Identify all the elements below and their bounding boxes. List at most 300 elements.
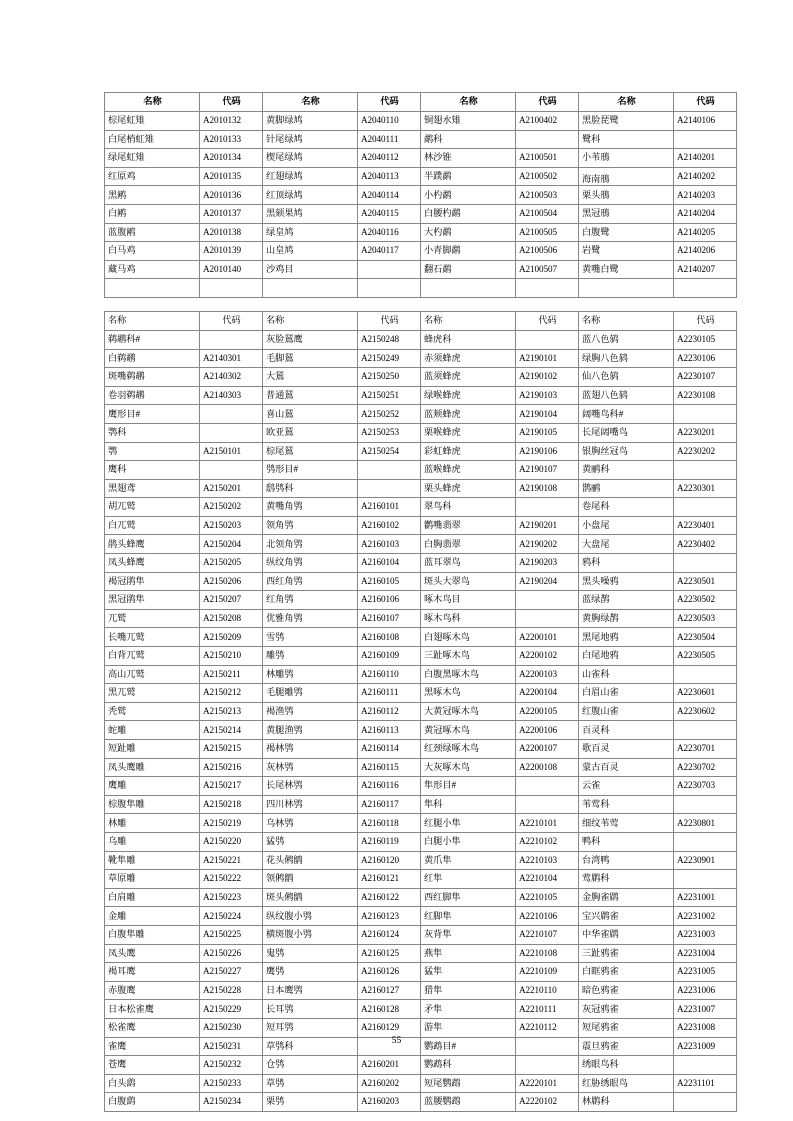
table-header-row	[105, 311, 737, 330]
table-row	[105, 386, 737, 405]
species-name: 黑鹇	[105, 186, 200, 205]
table-row	[105, 498, 737, 517]
species-code	[674, 405, 737, 424]
table-row	[105, 167, 737, 186]
species-name: 楔尾绿鸠	[263, 149, 358, 168]
species-name: 棕尾鵟	[263, 442, 358, 461]
species-code: A2100502	[516, 167, 579, 186]
species-code: A2150222	[200, 870, 263, 889]
species-code: A2140106	[674, 112, 737, 131]
species-code: A2210105	[516, 888, 579, 907]
species-name: 西红角鸮	[263, 572, 358, 591]
species-code: A2190105	[516, 423, 579, 442]
species-name: 鹊鹂	[579, 479, 674, 498]
species-name: 沙鸡目	[263, 260, 358, 279]
species-name: 褐林鸮	[263, 740, 358, 759]
species-name: 绿尾虹雉	[105, 149, 200, 168]
table-row	[105, 628, 737, 647]
species-name: 鸱鸮科	[263, 479, 358, 498]
species-code: A2150216	[200, 758, 263, 777]
species-code: A2190101	[516, 349, 579, 368]
species-name: 蛇雕	[105, 721, 200, 740]
species-name: 鬼鸮	[263, 944, 358, 963]
column-header-name-4: 名称	[579, 311, 674, 330]
species-name: 隼科	[421, 795, 516, 814]
species-name: 蜂虎科	[421, 330, 516, 349]
species-code: A2150228	[200, 981, 263, 1000]
species-name: 短趾雕	[105, 740, 200, 759]
species-name: 啄木鸟目	[421, 591, 516, 610]
species-code-table-lower	[104, 311, 737, 1112]
species-code: A2150233	[200, 1074, 263, 1093]
species-code	[358, 260, 421, 279]
species-code: A2200105	[516, 702, 579, 721]
species-code: A2140202	[674, 167, 737, 186]
species-name: 喜山鵟	[263, 405, 358, 424]
species-code: A2150211	[200, 665, 263, 684]
species-name: 栗头鳽	[579, 186, 674, 205]
species-name: 白尾地鸦	[579, 647, 674, 666]
species-code: A2230107	[674, 368, 737, 387]
column-header-name-4: 名称	[579, 93, 674, 112]
species-code: A2160125	[358, 944, 421, 963]
species-name: 鸦科	[579, 554, 674, 573]
species-name: 绿皇鸠	[263, 223, 358, 242]
species-name: 绿胸八色鸫	[579, 349, 674, 368]
species-name: 鹰雕	[105, 777, 200, 796]
species-code: A2160123	[358, 907, 421, 926]
species-code: A2190108	[516, 479, 579, 498]
table-row	[105, 944, 737, 963]
species-name: 林鹛科	[579, 1093, 674, 1112]
species-code: A2160108	[358, 628, 421, 647]
species-name: 鹰科	[105, 461, 200, 480]
species-name: 绿喉蜂虎	[421, 386, 516, 405]
table-body-upper	[105, 112, 737, 298]
species-code: A2150229	[200, 1000, 263, 1019]
species-name: 大盘尾	[579, 535, 674, 554]
species-code	[674, 721, 737, 740]
column-header-code-4: 代码	[674, 311, 737, 330]
species-name: 普通鵟	[263, 386, 358, 405]
species-code: A2231101	[674, 1074, 737, 1093]
species-name: 白头鹞	[105, 1074, 200, 1093]
column-header-name-2: 名称	[263, 311, 358, 330]
species-code: A2150224	[200, 907, 263, 926]
table-row	[105, 888, 737, 907]
species-name: 黑冠鹃隼	[105, 591, 200, 610]
table-body-lower	[105, 330, 737, 1111]
table-row	[105, 870, 737, 889]
species-code: A2040112	[358, 149, 421, 168]
species-code: A2231006	[674, 981, 737, 1000]
species-code: A2160202	[358, 1074, 421, 1093]
species-name: 海南鳽	[579, 167, 674, 186]
species-code: A2200101	[516, 628, 579, 647]
species-code: A2230301	[674, 479, 737, 498]
species-name: 灰脸鵟鹰	[263, 330, 358, 349]
table-row	[105, 186, 737, 205]
species-code: A2040113	[358, 167, 421, 186]
species-name: 山皇鸠	[263, 242, 358, 261]
species-code: A2010135	[200, 167, 263, 186]
species-code: A2230502	[674, 591, 737, 610]
species-code: A2230201	[674, 423, 737, 442]
species-name: 小杓鹬	[421, 186, 516, 205]
species-code: A2010134	[200, 149, 263, 168]
species-code: A2210108	[516, 944, 579, 963]
species-name: 鹭科	[579, 130, 674, 149]
species-code	[674, 1093, 737, 1112]
species-code: A2160124	[358, 925, 421, 944]
species-name: 栗头蜂虎	[421, 479, 516, 498]
species-name: 中华雀鹛	[579, 925, 674, 944]
species-name: 白腹鹞	[105, 1093, 200, 1112]
species-name: 栗喉蜂虎	[421, 423, 516, 442]
species-code	[516, 795, 579, 814]
species-name: 大灰啄木鸟	[421, 758, 516, 777]
species-code: A2010138	[200, 223, 263, 242]
table-row	[105, 721, 737, 740]
species-name: 鹈鹕科#	[105, 330, 200, 349]
species-name: 金雕	[105, 907, 200, 926]
table-row	[105, 981, 737, 1000]
species-name: 栗鸮	[263, 1093, 358, 1112]
species-name: 斑嘴鹈鹕	[105, 368, 200, 387]
species-code: A2150101	[200, 442, 263, 461]
species-code: A2160201	[358, 1056, 421, 1075]
species-name: 三趾鸦雀	[579, 944, 674, 963]
species-code: A2230108	[674, 386, 737, 405]
species-name: 短尾鹦鹉	[421, 1074, 516, 1093]
species-code: A2210111	[516, 1000, 579, 1019]
species-name: 灰冠鸦雀	[579, 1000, 674, 1019]
species-code: A2190203	[516, 554, 579, 573]
species-code: A2150204	[200, 535, 263, 554]
species-code: A2200104	[516, 684, 579, 703]
species-code: A2010136	[200, 186, 263, 205]
spacer-cell	[200, 279, 263, 298]
species-code: A2140303	[200, 386, 263, 405]
species-name: 黄鹂科	[579, 461, 674, 480]
table-row	[105, 223, 737, 242]
species-code: A2150248	[358, 330, 421, 349]
species-name: 白尾梢虹雉	[105, 130, 200, 149]
species-name: 红顶绿鸠	[263, 186, 358, 205]
species-name: 褐冠鹃隼	[105, 572, 200, 591]
page-number: 55	[391, 1036, 402, 1046]
species-code: A2150209	[200, 628, 263, 647]
species-name: 鹬科	[421, 130, 516, 149]
species-code: A2160203	[358, 1093, 421, 1112]
table-row	[105, 242, 737, 261]
species-code: A2100507	[516, 260, 579, 279]
species-code: A2140301	[200, 349, 263, 368]
species-name: 鹃头蜂鹰	[105, 535, 200, 554]
species-name: 林沙锥	[421, 149, 516, 168]
species-name: 仓鸮	[263, 1056, 358, 1075]
table-gap	[104, 298, 690, 311]
species-name: 阔嘴鸟科#	[579, 405, 674, 424]
species-code: A2010139	[200, 242, 263, 261]
species-name: 红颈绿啄木鸟	[421, 740, 516, 759]
species-code: A2150210	[200, 647, 263, 666]
species-name: 百灵科	[579, 721, 674, 740]
table-row	[105, 204, 737, 223]
species-code: A2150254	[358, 442, 421, 461]
column-header-name-1: 名称	[105, 93, 200, 112]
species-name: 白背兀鹫	[105, 647, 200, 666]
species-name: 白肩雕	[105, 888, 200, 907]
species-name: 小青脚鹬	[421, 242, 516, 261]
table-row	[105, 647, 737, 666]
species-name: 兀鹫	[105, 609, 200, 628]
table-row	[105, 591, 737, 610]
species-name: 雪鸮	[263, 628, 358, 647]
species-name: 蓝翅八色鸫	[579, 386, 674, 405]
species-name: 优雅角鸮	[263, 609, 358, 628]
species-code: A2010133	[200, 130, 263, 149]
species-code	[674, 130, 737, 149]
species-name: 黄嘴角鸮	[263, 498, 358, 517]
species-code: A2040110	[358, 112, 421, 131]
species-name: 赤腹鹰	[105, 981, 200, 1000]
species-name: 白兀鹫	[105, 516, 200, 535]
species-code: A2150220	[200, 832, 263, 851]
species-name: 台湾鸭	[579, 851, 674, 870]
species-name: 绣眼鸟科	[579, 1056, 674, 1075]
species-code: A2190103	[516, 386, 579, 405]
species-code: A2200108	[516, 758, 579, 777]
species-name: 黄腿渔鸮	[263, 721, 358, 740]
table-row	[105, 832, 737, 851]
species-name: 鹦鹉科	[421, 1056, 516, 1075]
table-row	[105, 740, 737, 759]
species-code: A2160115	[358, 758, 421, 777]
species-name: 靴隼雕	[105, 851, 200, 870]
species-code: A2150213	[200, 702, 263, 721]
species-name: 白腹隼雕	[105, 925, 200, 944]
species-code: A2230202	[674, 442, 737, 461]
species-name: 褐耳鹰	[105, 963, 200, 982]
species-name: 短耳鸮	[263, 1018, 358, 1037]
species-name: 日本鹰鸮	[263, 981, 358, 1000]
species-code: A2230505	[674, 647, 737, 666]
species-code: A2010137	[200, 204, 263, 223]
table-row	[105, 851, 737, 870]
species-name: 凤头鹰	[105, 944, 200, 963]
species-name: 褐渔鸮	[263, 702, 358, 721]
species-name: 黑脸琵鹭	[579, 112, 674, 131]
species-code	[516, 498, 579, 517]
species-name: 大鵟	[263, 368, 358, 387]
species-name: 黄胸绿鹊	[579, 609, 674, 628]
species-name: 凤头鹰雕	[105, 758, 200, 777]
species-name: 苇莺科	[579, 795, 674, 814]
species-code: A2150202	[200, 498, 263, 517]
species-name: 白翅啄木鸟	[421, 628, 516, 647]
species-name: 纵纹腹小鸮	[263, 907, 358, 926]
species-code	[200, 405, 263, 424]
species-name: 蓝腰鹦鹉	[421, 1093, 516, 1112]
species-code: A2230504	[674, 628, 737, 647]
species-name: 白腹黑啄木鸟	[421, 665, 516, 684]
species-name: 鹗科	[105, 423, 200, 442]
species-code: A2160104	[358, 554, 421, 573]
species-code: A2140204	[674, 204, 737, 223]
species-code: A2231005	[674, 963, 737, 982]
table-row	[105, 609, 737, 628]
table-row	[105, 516, 737, 535]
species-name: 卷尾科	[579, 498, 674, 517]
species-code: A2160117	[358, 795, 421, 814]
species-code	[674, 665, 737, 684]
species-name: 高山兀鹫	[105, 665, 200, 684]
table-header-row	[105, 93, 737, 112]
species-name: 黑尾地鸦	[579, 628, 674, 647]
species-name: 隼形目#	[421, 777, 516, 796]
species-name: 长耳鸮	[263, 1000, 358, 1019]
species-code: A2210101	[516, 814, 579, 833]
species-name: 凤头蜂鹰	[105, 554, 200, 573]
species-name: 鸭科	[579, 832, 674, 851]
species-code	[516, 330, 579, 349]
species-name: 红隼	[421, 870, 516, 889]
species-name: 鸮形目#	[263, 461, 358, 480]
species-code: A2160126	[358, 963, 421, 982]
species-name: 棕腹隼雕	[105, 795, 200, 814]
species-code: A2160114	[358, 740, 421, 759]
species-code	[674, 870, 737, 889]
column-header-code-2: 代码	[358, 311, 421, 330]
species-name: 草鸮	[263, 1074, 358, 1093]
species-name: 白眶鸦雀	[579, 963, 674, 982]
species-name: 红腿小隼	[421, 814, 516, 833]
species-code: A2150253	[358, 423, 421, 442]
table-row	[105, 330, 737, 349]
species-name: 黄爪隼	[421, 851, 516, 870]
species-name: 白马鸡	[105, 242, 200, 261]
species-code: A2160118	[358, 814, 421, 833]
species-code: A2230402	[674, 535, 737, 554]
table-row	[105, 423, 737, 442]
table-row	[105, 1093, 737, 1112]
species-code: A2230503	[674, 609, 737, 628]
species-name: 卷羽鹈鹕	[105, 386, 200, 405]
species-code	[674, 1056, 737, 1075]
species-name: 短尾鸦雀	[579, 1018, 674, 1037]
species-name: 藏马鸡	[105, 260, 200, 279]
table-row	[105, 112, 737, 131]
species-name: 红胁绣眼鸟	[579, 1074, 674, 1093]
species-name: 草原雕	[105, 870, 200, 889]
species-name: 仙八色鸫	[579, 368, 674, 387]
species-code: A2150219	[200, 814, 263, 833]
species-name: 乌雕	[105, 832, 200, 851]
species-code: A2150203	[200, 516, 263, 535]
table-row	[105, 554, 737, 573]
species-code: A2150208	[200, 609, 263, 628]
species-code	[674, 498, 737, 517]
species-code: A2230901	[674, 851, 737, 870]
species-code: A2210110	[516, 981, 579, 1000]
species-name: 小盘尾	[579, 516, 674, 535]
table-row	[105, 702, 737, 721]
species-name: 蓝颊蜂虎	[421, 405, 516, 424]
species-code: A2040115	[358, 204, 421, 223]
species-code: A2100505	[516, 223, 579, 242]
species-code: A2231007	[674, 1000, 737, 1019]
species-code: A2150232	[200, 1056, 263, 1075]
species-code: A2150249	[358, 349, 421, 368]
species-code: A2231002	[674, 907, 737, 926]
species-code: A2190102	[516, 368, 579, 387]
species-name: 铜翅水雉	[421, 112, 516, 131]
table-row	[105, 1018, 737, 1037]
species-code: A2210109	[516, 963, 579, 982]
species-code: A2231003	[674, 925, 737, 944]
species-code: A2200106	[516, 721, 579, 740]
species-name: 银胸丝冠鸟	[579, 442, 674, 461]
table-row	[105, 907, 737, 926]
species-name: 林雕	[105, 814, 200, 833]
species-name: 大黄冠啄木鸟	[421, 702, 516, 721]
species-code: A2190106	[516, 442, 579, 461]
species-code: A2160111	[358, 684, 421, 703]
species-name: 北领角鸮	[263, 535, 358, 554]
species-name: 山雀科	[579, 665, 674, 684]
spacer-cell	[105, 279, 200, 298]
species-code: A2230501	[674, 572, 737, 591]
species-code: A2040114	[358, 186, 421, 205]
species-name: 黑啄木鸟	[421, 684, 516, 703]
column-header-code-3: 代码	[516, 93, 579, 112]
species-code	[516, 609, 579, 628]
species-name: 灰背隼	[421, 925, 516, 944]
species-name: 横斑腹小鸮	[263, 925, 358, 944]
species-code: A2230702	[674, 758, 737, 777]
species-code: A2210107	[516, 925, 579, 944]
species-code: A2190202	[516, 535, 579, 554]
species-name: 针尾绿鸠	[263, 130, 358, 149]
species-code: A2150227	[200, 963, 263, 982]
species-name: 胡兀鹫	[105, 498, 200, 517]
species-code	[516, 1056, 579, 1075]
species-name: 鹰鸮	[263, 963, 358, 982]
species-name: 黑翅鸢	[105, 479, 200, 498]
species-code: A2160116	[358, 777, 421, 796]
species-code: A2200107	[516, 740, 579, 759]
species-code	[516, 777, 579, 796]
species-name: 蓝喉蜂虎	[421, 461, 516, 480]
species-name: 长嘴兀鹫	[105, 628, 200, 647]
species-code: A2200102	[516, 647, 579, 666]
species-code: A2100402	[516, 112, 579, 131]
species-code: A2160122	[358, 888, 421, 907]
species-name: 蓝八色鸫	[579, 330, 674, 349]
species-name: 毛腿雕鸮	[263, 684, 358, 703]
column-header-code-4: 代码	[674, 93, 737, 112]
species-name: 红腹山雀	[579, 702, 674, 721]
species-code: A2150218	[200, 795, 263, 814]
species-code	[200, 423, 263, 442]
column-header-code-2: 代码	[358, 93, 421, 112]
species-code: A2160103	[358, 535, 421, 554]
species-name: 鹰形目#	[105, 405, 200, 424]
species-name: 鹦鹉目#	[421, 1037, 516, 1056]
species-code: A2010132	[200, 112, 263, 131]
species-name: 歌百灵	[579, 740, 674, 759]
